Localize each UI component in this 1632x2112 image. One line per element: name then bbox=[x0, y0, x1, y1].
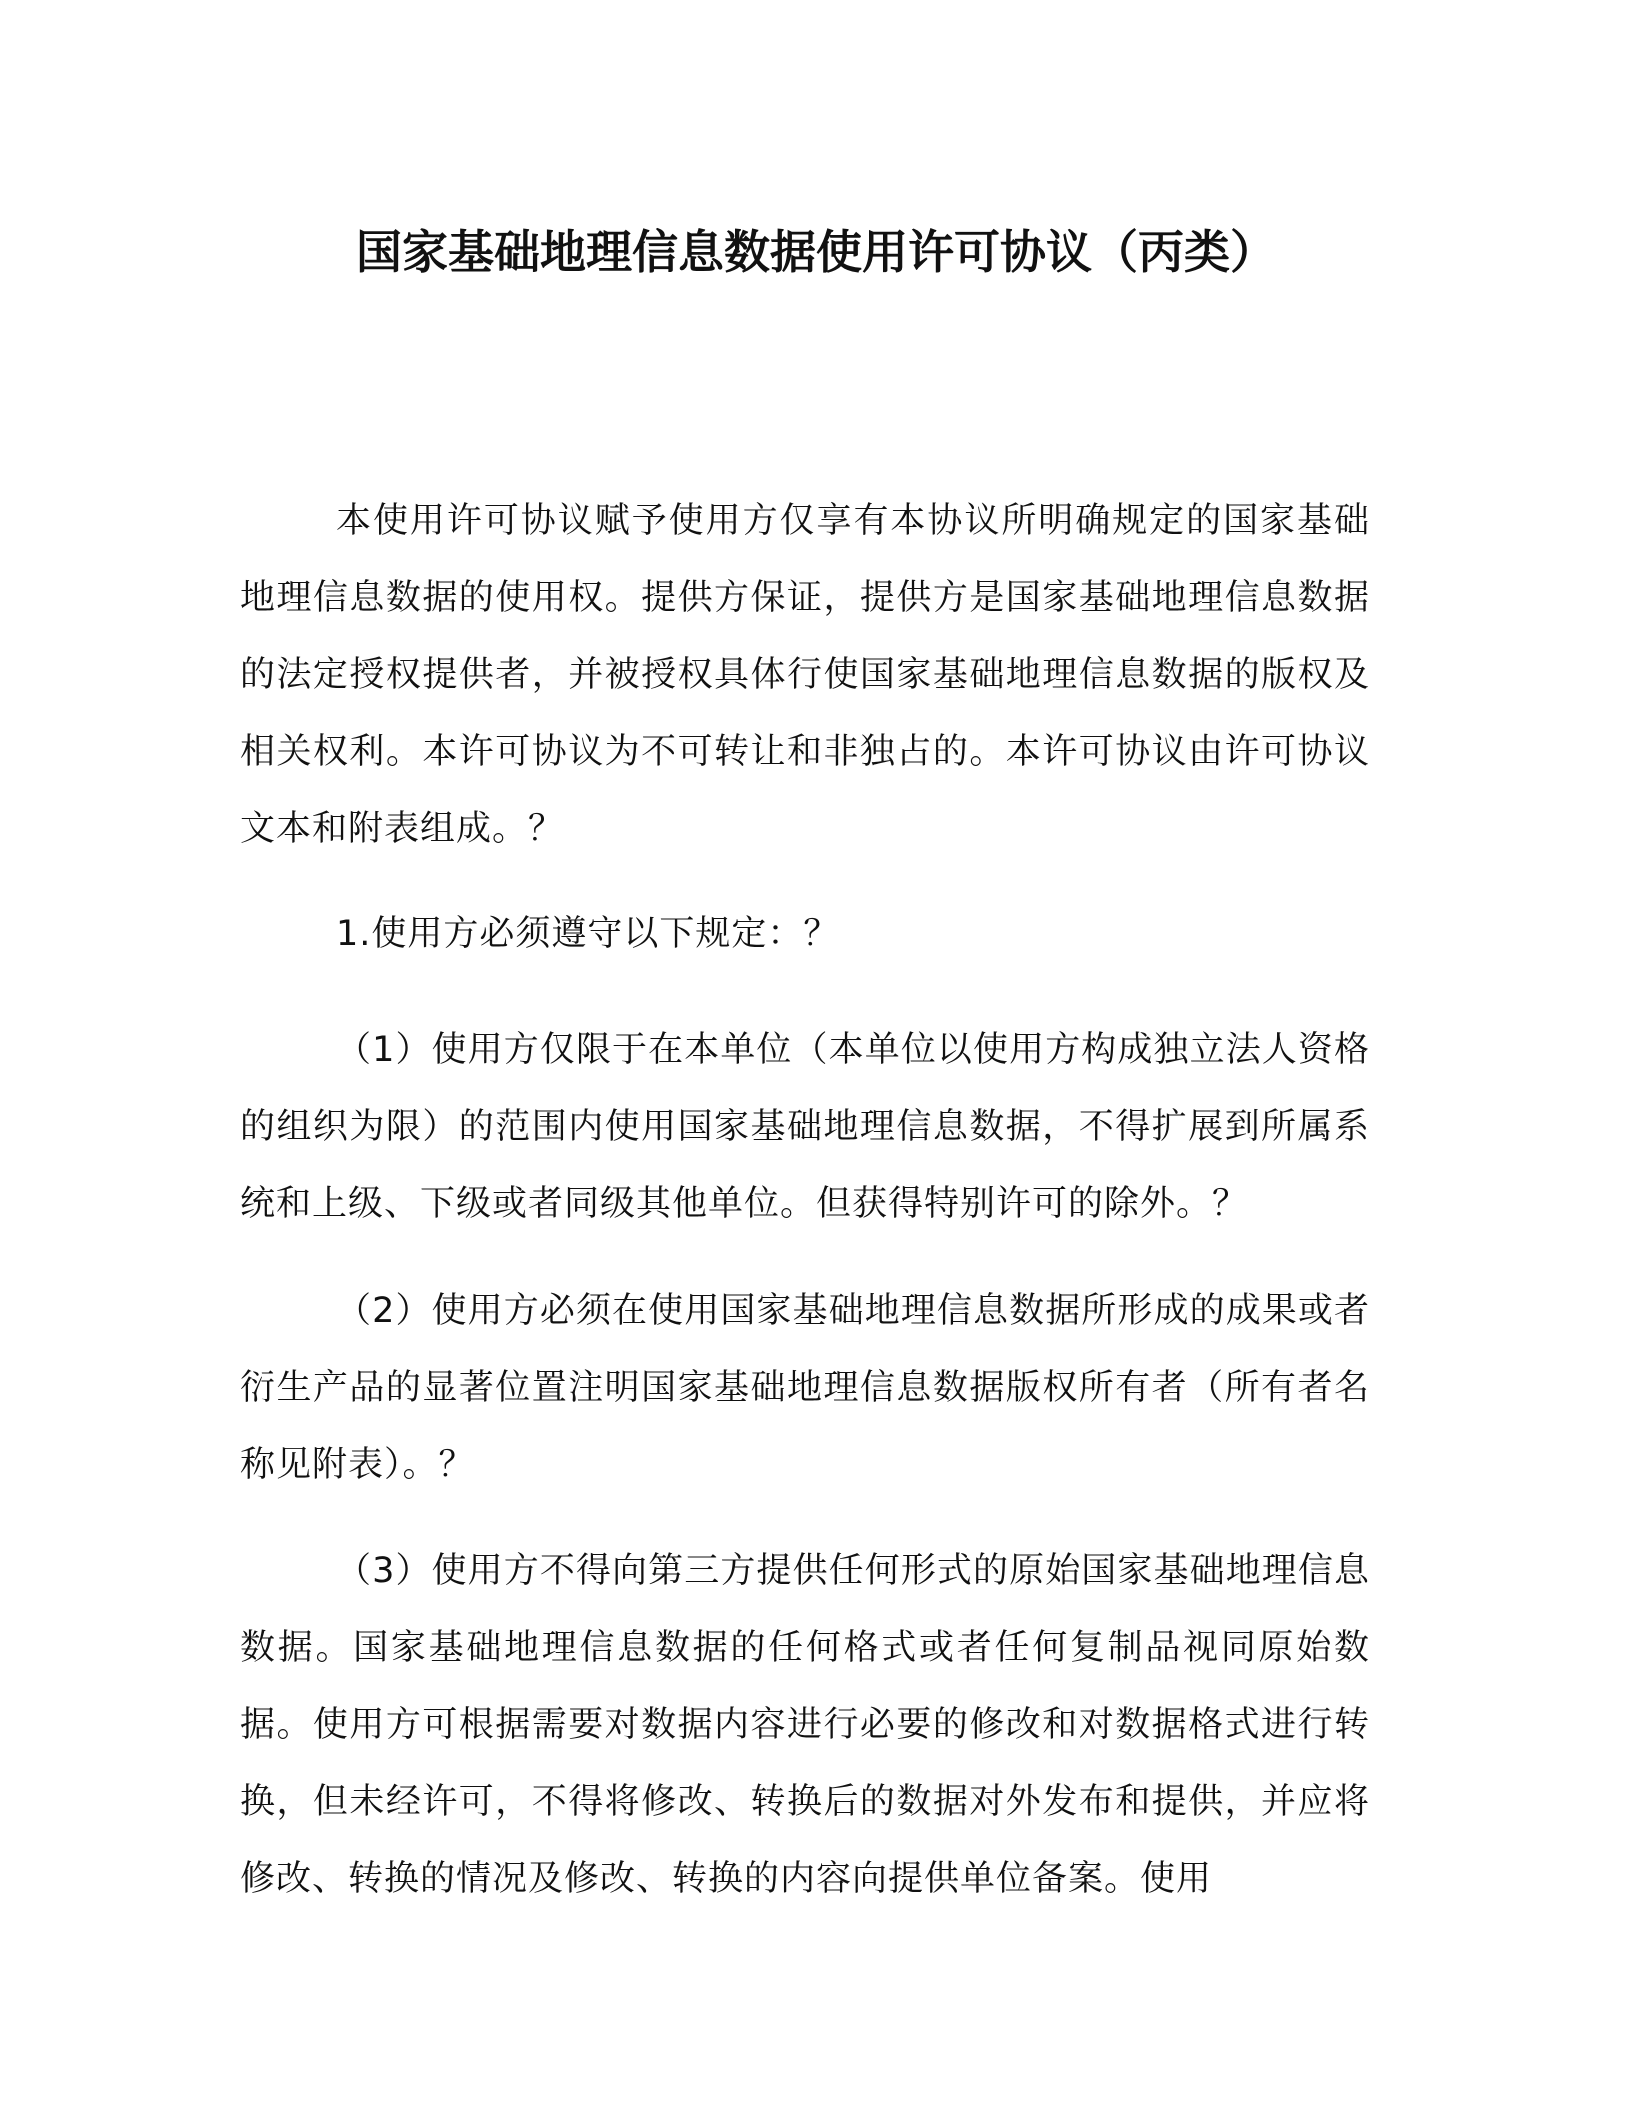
document-title: 国家基础地理信息数据使用许可协议（丙类） bbox=[356, 225, 1276, 279]
paragraph-intro: 本使用许可协议赋予使用方仅享有本协议所明确规定的国家基础地理信息数据的使用权。提供方保证，提供方是国家基础地理信息数据的法定授权提供者，并被授权具体行使国家基础地理信息数据的版权及相关权利。本许可协议为不可转让和非独占的。本许可协议由许可协议文本和附表组成。？ bbox=[240, 501, 1370, 849]
paragraph-clause-2: （2）使用方必须在使用国家基础地理信息数据所形成的成果或者衍生产品的显著位置注明国家基础地理信息数据版权所有者（所有者名称见附表）。？ bbox=[240, 1291, 1370, 1485]
paragraph-section-1: 1.使用方必须遵守以下规定：？ bbox=[336, 914, 840, 954]
paragraph-clause-3: （3）使用方不得向第三方提供任何形式的原始国家基础地理信息数据。国家基础地理信息数据的任何格式或者任何复制品视同原始数据。使用方可根据需要对数据内容进行必要的修改和对数据格式进行转换，但未经许可，不得将修改、转换后的数据对外发布和提供，并应将修改、转换的情况及修改、转换的内容向提供单位备案。使用 bbox=[240, 1551, 1370, 1899]
paragraph-clause-1: （1）使用方仅限于在本单位（本单位以使用方构成独立法人资格的组织为限）的范围内使用国家基础地理信息数据，不得扩展到所属系统和上级、下级或者同级其他单位。但获得特别许可的除外。？ bbox=[240, 1030, 1370, 1224]
